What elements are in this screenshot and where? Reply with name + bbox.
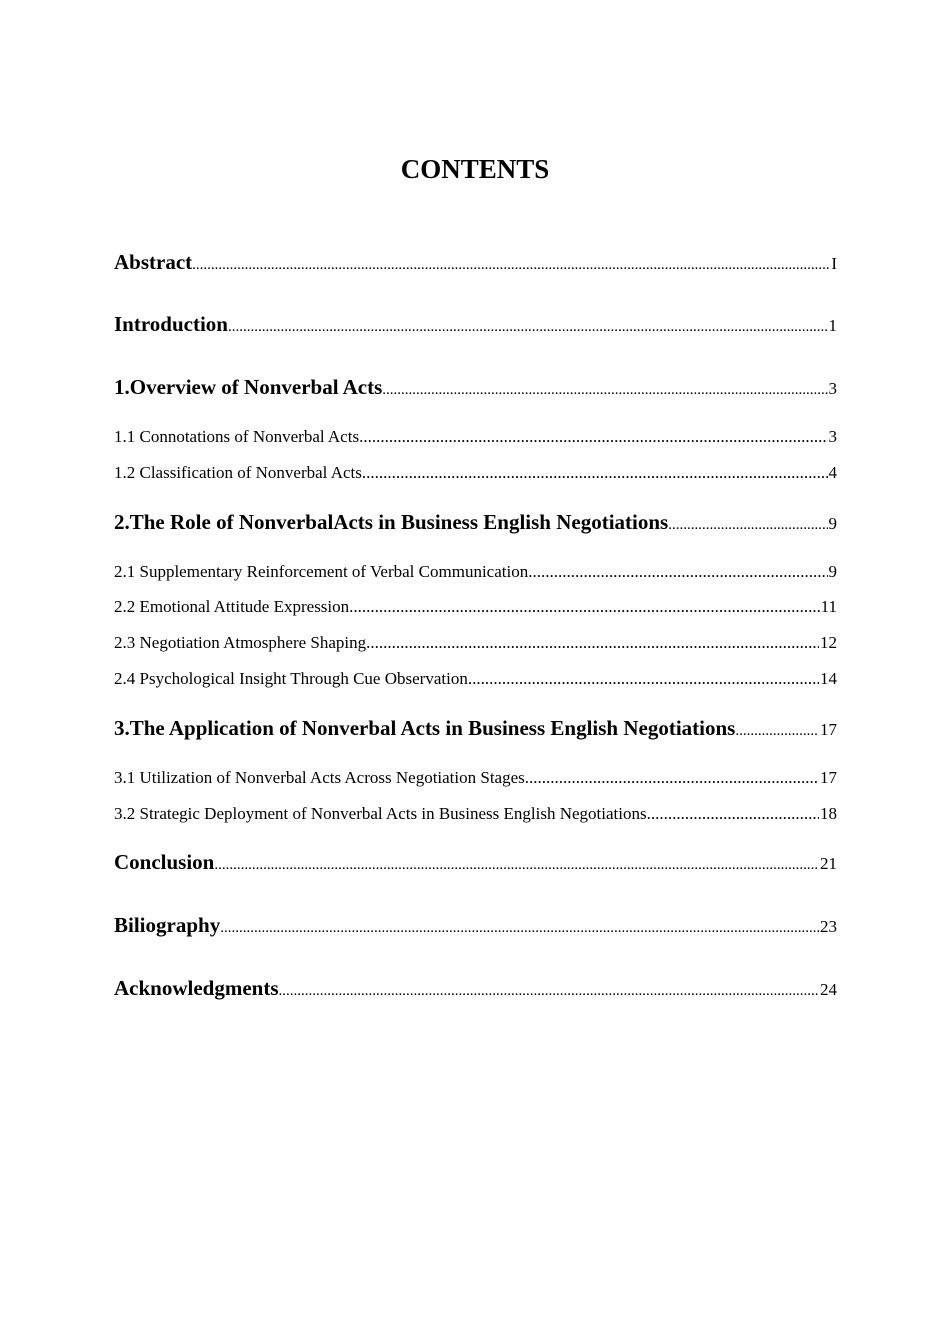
toc-page-number: 14 [820, 669, 837, 688]
dot-leader [228, 319, 828, 336]
dot-leader [525, 768, 819, 788]
page-title: CONTENTS [400, 154, 550, 184]
toc-entry-section-2-4[interactable] [114, 669, 837, 689]
toc-entry-label: 1.2 Classification of Nonverbal Acts [114, 463, 362, 482]
toc-entry-conclusion[interactable] [114, 850, 837, 875]
toc-entry-section-1-1[interactable] [114, 427, 837, 447]
toc-entry-section-2-3[interactable] [114, 633, 837, 653]
toc-entry-introduction[interactable] [114, 312, 837, 337]
toc-page-number: 21 [820, 854, 837, 873]
toc-entry-chapter-1[interactable] [114, 375, 837, 400]
dot-leader [362, 463, 828, 483]
dot-leader [192, 257, 830, 274]
toc-entry-label: 2.4 Psychological Insight Through Cue Observation [114, 669, 468, 688]
toc-entry-label: Conclusion [114, 850, 215, 874]
toc-entry-label: 3.1 Utilization of Nonverbal Acts Across Negotiation Stages [114, 768, 525, 787]
toc-entry-label: Abstract [114, 250, 193, 274]
toc-entry-label: 3.The Application of Nonverbal Acts in Business English Negotiations [114, 716, 736, 740]
toc-page-number: 9 [828, 562, 837, 581]
toc-entry-label: Biliography [114, 913, 221, 937]
toc-page-number: 24 [820, 980, 837, 999]
toc-page-number: 17 [820, 768, 837, 787]
toc-page-number: 17 [820, 720, 837, 739]
toc-entry-section-1-2[interactable] [114, 463, 837, 483]
toc-entry-section-3-1[interactable] [114, 768, 837, 788]
toc-page-number: 3 [828, 427, 837, 446]
toc-page-number: I [831, 254, 837, 273]
toc-entry-label: 2.The Role of NonverbalActs in Business English Negotiations [114, 510, 669, 534]
toc-entry-chapter-2[interactable] [114, 510, 837, 535]
dot-leader [359, 427, 827, 447]
toc-page-number: 11 [820, 597, 837, 616]
dot-leader [528, 562, 827, 582]
dot-leader [279, 983, 819, 1000]
toc-entry-bibliography[interactable] [114, 913, 837, 938]
toc-entry-label: Introduction [114, 312, 228, 336]
toc-entry-section-3-2[interactable] [114, 804, 837, 824]
toc-entry-abstract[interactable] [114, 250, 837, 275]
dot-leader [220, 920, 819, 937]
toc-entry-label: 2.3 Negotiation Atmosphere Shaping [114, 633, 367, 652]
toc-entry-label: 1.1 Connotations of Nonverbal Acts [114, 427, 360, 446]
toc-page-number: 9 [828, 514, 837, 533]
dot-leader [668, 517, 827, 534]
toc-entry-acknowledgments[interactable] [114, 976, 837, 1001]
dot-leader [214, 857, 819, 874]
toc-entry-label: 3.2 Strategic Deployment of Nonverbal Acts in Business English Negotiations [114, 804, 647, 823]
toc-entry-section-2-2[interactable] [114, 597, 837, 617]
toc-page-number: 23 [820, 917, 837, 936]
dot-leader [366, 633, 819, 653]
toc-entry-label: 2.1 Supplementary Reinforcement of Verbal Communication [114, 562, 529, 581]
toc-page-number: 12 [820, 633, 837, 652]
dot-leader [468, 669, 819, 689]
dot-leader [349, 597, 819, 617]
toc-entry-chapter-3[interactable] [114, 716, 837, 741]
toc-entry-section-2-1[interactable] [114, 562, 837, 582]
toc-page-number: 18 [820, 804, 837, 823]
toc-entry-label: Acknowledgments [114, 976, 279, 1000]
toc-page-number: 4 [828, 463, 837, 482]
toc-entry-label: 1.Overview of Nonverbal Acts [114, 375, 383, 399]
dot-leader [735, 723, 819, 740]
toc-page-number: 1 [828, 316, 837, 335]
toc-page-number: 3 [828, 379, 837, 398]
toc-entry-label: 2.2 Emotional Attitude Expression [114, 597, 350, 616]
dot-leader [382, 382, 827, 399]
dot-leader [647, 804, 819, 824]
